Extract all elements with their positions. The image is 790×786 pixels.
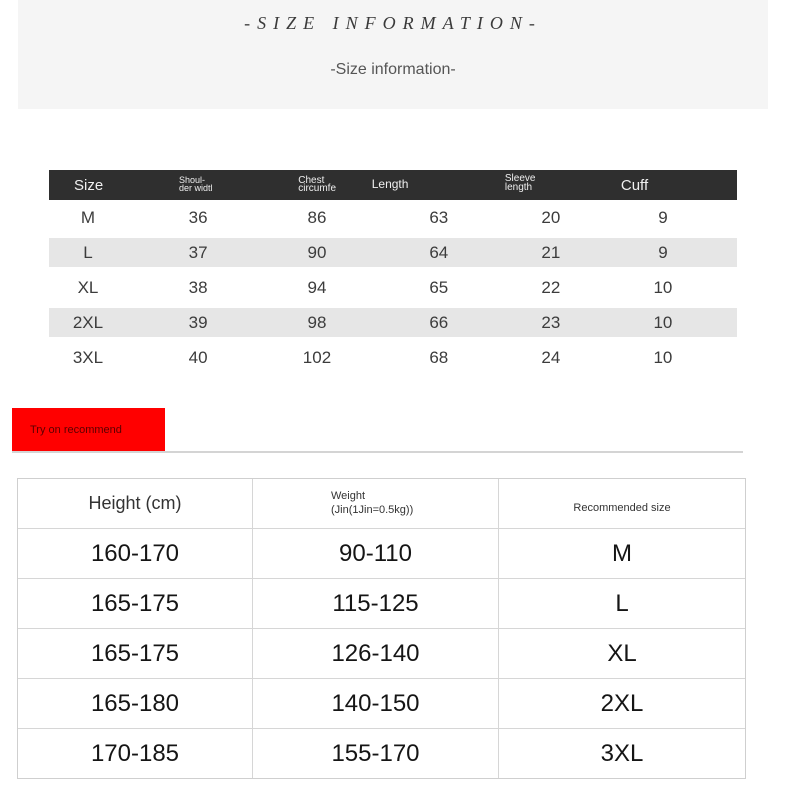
table-row bbox=[18, 628, 745, 678]
header-chest-line1: Chest bbox=[298, 175, 325, 186]
cell-sleeve: 23 bbox=[541, 312, 561, 332]
header-recommended-size: Recommended size bbox=[573, 501, 671, 514]
header-weight-line1: Weight bbox=[331, 489, 366, 502]
table-row bbox=[49, 200, 737, 235]
recommend-label-badge bbox=[12, 408, 165, 451]
cell-shoulder: 40 bbox=[188, 347, 208, 367]
cell-length: 66 bbox=[429, 312, 449, 332]
cell-length: 63 bbox=[429, 207, 449, 227]
table-row bbox=[49, 235, 737, 270]
table-row bbox=[18, 578, 745, 628]
table-row bbox=[49, 270, 737, 305]
cell-cuff: 9 bbox=[658, 242, 668, 262]
cell-chest: 98 bbox=[307, 312, 327, 332]
cell-length: 65 bbox=[429, 277, 449, 297]
header-shoulder-line2: der widtl bbox=[178, 183, 213, 193]
cell-chest: 86 bbox=[307, 207, 327, 227]
cell-shoulder: 37 bbox=[188, 242, 208, 262]
cell-sleeve: 20 bbox=[541, 207, 561, 227]
cell-height: 165-175 bbox=[18, 579, 253, 628]
cell-recommended-size: 3XL bbox=[600, 739, 644, 767]
cell-cuff: 10 bbox=[653, 277, 673, 297]
cell-size: 2XL bbox=[72, 312, 104, 332]
cell-sleeve: 24 bbox=[541, 347, 561, 367]
table-row bbox=[18, 528, 745, 578]
recommend-label-text: Try on recommend bbox=[30, 424, 122, 436]
cell-sleeve: 22 bbox=[541, 277, 561, 297]
cell-chest: 90 bbox=[307, 242, 327, 262]
cell-recommended-size: 2XL bbox=[600, 689, 644, 717]
cell-height: 170-185 bbox=[18, 729, 253, 778]
cell-cuff: 10 bbox=[653, 312, 673, 332]
header-length-label: Length bbox=[371, 177, 409, 191]
cell-shoulder: 38 bbox=[188, 277, 208, 297]
header-size bbox=[49, 170, 127, 200]
header-size-label: Size bbox=[74, 177, 104, 194]
header-chest-line2: circumfe bbox=[298, 183, 337, 194]
cell-cuff: 10 bbox=[653, 347, 673, 367]
recommendation-table bbox=[17, 478, 746, 779]
cell-weight: 115-125 bbox=[253, 579, 499, 628]
cell-height: 165-175 bbox=[18, 629, 253, 678]
page-title: -SIZE INFORMATION- bbox=[244, 13, 542, 33]
table-row bbox=[18, 678, 745, 728]
table-row bbox=[49, 305, 737, 340]
cell-shoulder: 39 bbox=[188, 312, 208, 332]
cell-recommended-size: XL bbox=[607, 639, 637, 667]
page-subtitle: -Size information- bbox=[330, 61, 456, 78]
recommendation-header-row bbox=[18, 479, 745, 528]
cell-chest: 94 bbox=[307, 277, 327, 297]
table-row bbox=[18, 728, 745, 778]
table-row bbox=[49, 340, 737, 375]
cell-weight: 90-110 bbox=[253, 529, 499, 578]
cell-weight: 126-140 bbox=[253, 629, 499, 678]
header-banner bbox=[18, 0, 768, 109]
cell-recommended-size: M bbox=[612, 539, 632, 567]
cell-cuff: 9 bbox=[658, 207, 668, 227]
cell-weight: 155-170 bbox=[253, 729, 499, 778]
cell-length: 64 bbox=[429, 242, 449, 262]
cell-size: 3XL bbox=[72, 347, 104, 367]
section-divider bbox=[12, 451, 743, 453]
cell-height: 165-180 bbox=[18, 679, 253, 728]
size-chart-header-row bbox=[49, 170, 737, 200]
cell-size: XL bbox=[77, 277, 99, 297]
cell-weight: 140-150 bbox=[253, 679, 499, 728]
cell-recommended-size: L bbox=[615, 589, 629, 617]
header-height: Height (cm) bbox=[18, 479, 253, 528]
header-sleeve-length bbox=[504, 170, 589, 200]
header-sleeve-line1: Sleeve bbox=[504, 173, 536, 184]
header-shoulder-line1: Shoul- bbox=[178, 175, 205, 185]
cell-sleeve: 21 bbox=[541, 242, 561, 262]
header-cuff-label: Cuff bbox=[620, 177, 649, 194]
header-cuff bbox=[589, 170, 737, 200]
cell-size: L bbox=[83, 242, 93, 262]
cell-chest: 102 bbox=[302, 347, 332, 367]
cell-length: 68 bbox=[429, 347, 449, 367]
header-weight-line2: (Jin(1Jin=0.5kg)) bbox=[331, 503, 414, 516]
size-chart-table bbox=[49, 170, 737, 375]
header-weight bbox=[253, 479, 499, 528]
cell-size: M bbox=[80, 207, 96, 227]
cell-height: 160-170 bbox=[18, 529, 253, 578]
cell-shoulder: 36 bbox=[188, 207, 208, 227]
header-chest-circumference bbox=[269, 170, 365, 200]
header-shoulder-width bbox=[127, 170, 269, 200]
header-sleeve-line2: length bbox=[504, 182, 533, 193]
header-length bbox=[365, 170, 513, 200]
